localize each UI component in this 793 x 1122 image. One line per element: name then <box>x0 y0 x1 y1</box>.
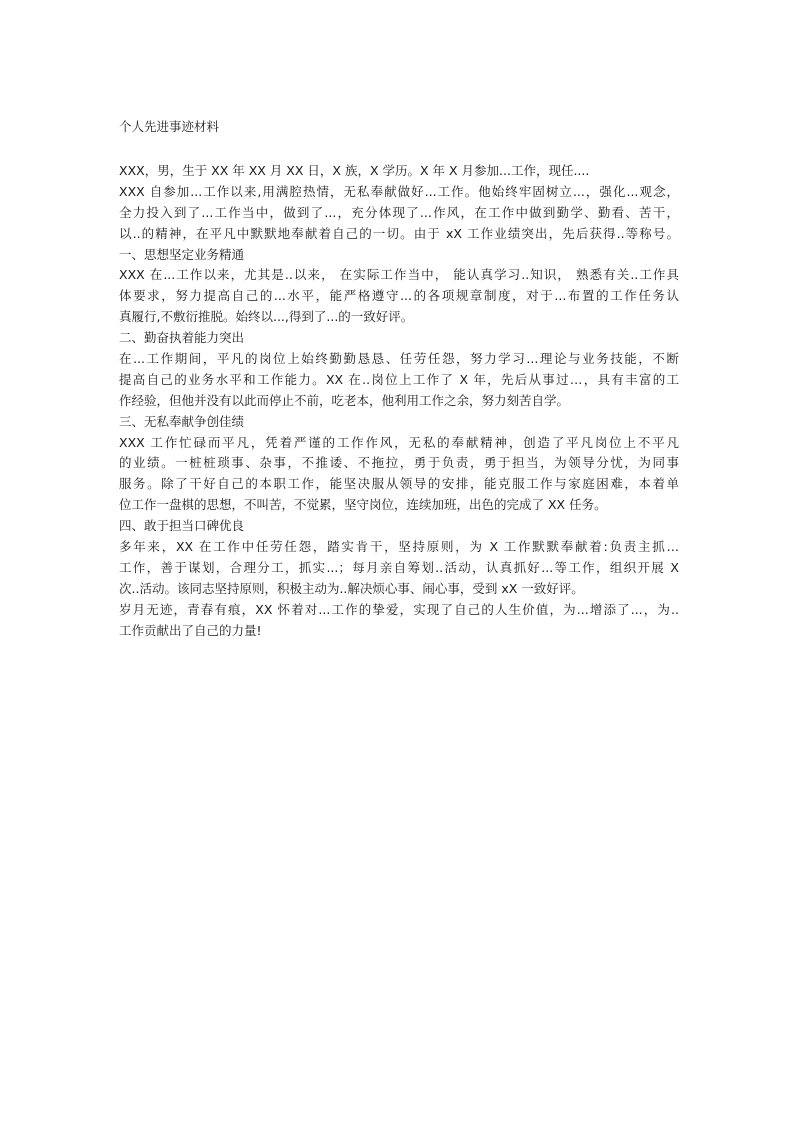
paragraph-line: 提高自己的业务水平和工作能力。XX 在..岗位上工作了 X 年，先后从事过…，具有丰富的工 <box>119 371 679 387</box>
document-body <box>119 161 679 641</box>
paragraph-line: XXX 在...工作以来，尤其是..以来， 在实际工作当中， 能认真学习..知识， 熟悉有关..工作具 <box>119 267 679 283</box>
paragraph-line: 多年来，XX 在工作中任劳任怨，踏实肯干，坚持原则，为 X 工作默默奉献着:负责主抓… <box>119 539 679 555</box>
paragraph-line: XXX 工作忙碌而平凡，凭着严谨的工作作风，无私的奉献精神，创造了平凡岗位上不平凡 <box>119 434 679 450</box>
paragraph-line: 工作贡献出了自己的力量! <box>119 622 262 638</box>
paragraph-line: XXX 自参加...工作以来,用满腔热情，无私奉献做好...工作。他始终牢固树立...，强化...观念， <box>119 183 679 199</box>
section-heading: 二、勤奋执着能力突出 <box>119 330 245 346</box>
paragraph-line: 岁月无迹，青春有痕，XX 怀着对...工作的挚爱，实现了自己的人生价值，为...增添了...，为.. <box>119 601 679 617</box>
section-heading: 一、思想坚定业务精通 <box>119 246 245 262</box>
paragraph-line: 全力投入到了...工作当中，做到了...，充分体现了...作风，在工作中做到勤学、勤看、苦干， <box>119 204 679 220</box>
paragraph-line: XXX，男，生于 XX 年 XX 月 XX 日，X 族，X 学历。X 年 X 月参加...工作，现任.... <box>119 163 590 178</box>
paragraph-line: 服务。除了干好自己的本职工作，能坚决服从领导的安排，能克服工作与家庭困难，本着单 <box>119 476 679 492</box>
paragraph-line: 次..活动。该同志坚持原则，积极主动为..解决烦心事、闹心事，受到 xX 一致好评。 <box>119 580 584 596</box>
paragraph-line: 的业绩。一桩桩琐事、杂事，不推诿、不拖拉，勇于负责，勇于担当，为领导分忧，为同事 <box>119 455 679 471</box>
paragraph-line: 位工作一盘棋的思想，不叫苦，不觉累，坚守岗位，连续加班，出色的完成了 XX 任务。 <box>119 497 607 513</box>
paragraph-line: 体要求，努力提高自己的...水平，能严格遵守...的各项规章制度，对于...布置的工作任务认 <box>119 288 679 304</box>
paragraph-line: 真履行,不敷衍推脱。始终以...,得到了...的一致好评。 <box>119 309 414 325</box>
paragraph-line: 以..的精神，在平凡中默默地奉献着自己的一切。由于 xX 工作业绩突出，先后获得..等称号。 <box>119 225 679 241</box>
section-heading: 三、无私奉献争创佳绩 <box>119 413 245 429</box>
paragraph-line: 作经验，但他并没有以此而停止不前，吃老本，他利用工作之余，努力刻苦自学。 <box>119 392 570 408</box>
paragraph-line: 工作，善于谋划，合理分工，抓实...；每月亲自筹划..活动，认真抓好...等工作，组织开展 X <box>119 559 679 575</box>
section-heading: 四、敢于担当口碑优良 <box>119 518 245 534</box>
document-title: 个人先进事迹材料 <box>119 119 220 134</box>
paragraph-line: 在...工作期间，平凡的岗位上始终勤勤恳恳、任劳任怨，努力学习...理论与业务技能，不断 <box>119 351 679 367</box>
